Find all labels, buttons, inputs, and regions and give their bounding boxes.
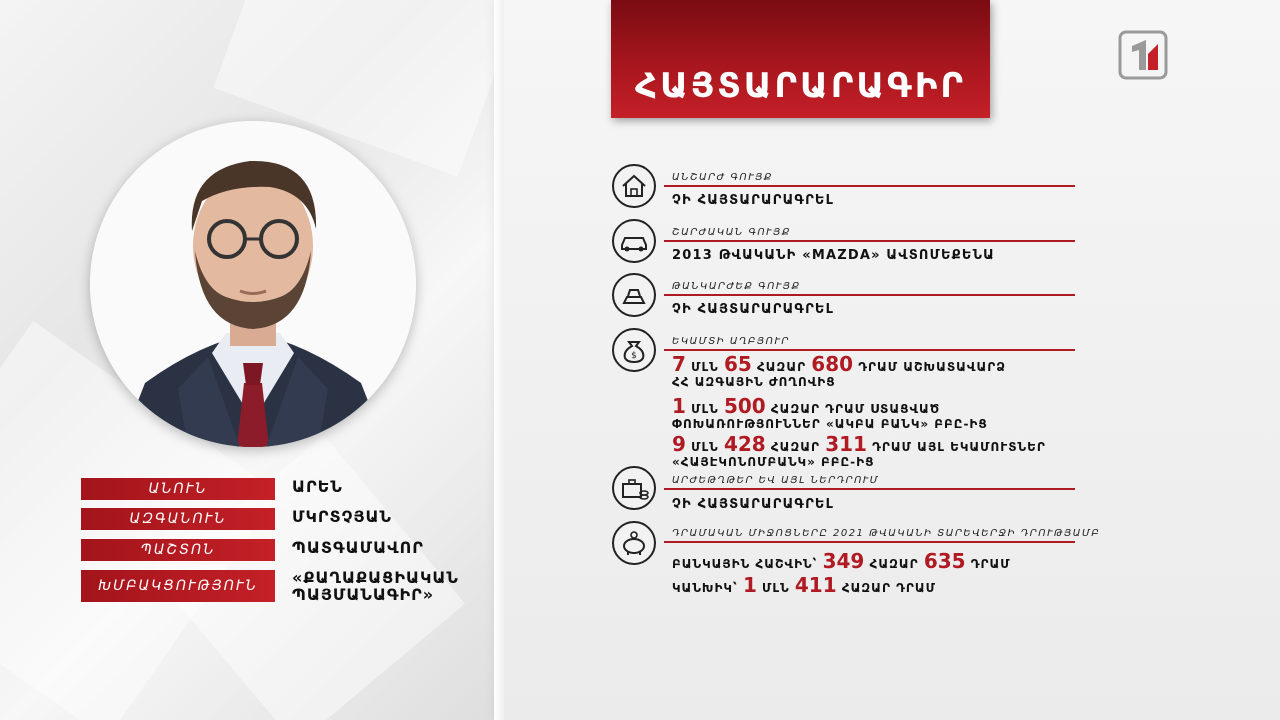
- income-line-2b: ՓՈԽԱՌՈՒԹՅՈՒՆՆԵՐ «ԱԿԲԱ ԲԱՆԿ» ԲԲԸ-ԻՑ: [672, 417, 988, 431]
- house-icon: [612, 164, 656, 208]
- last-name-value: ՄԿՐՏՉՅԱՆ: [292, 507, 392, 526]
- income-1-unit-thousand: ՀԱԶԱՐ: [756, 360, 807, 374]
- securities-title: ԱՐԺԵԹՂԹԵՐ ԵՎ ԱՅԼ ՆԵՐԴՐՈՒՄ: [672, 475, 880, 486]
- income-1-thousand: 65: [723, 352, 752, 376]
- cash-1-rest: ԴՐԱՄ: [970, 557, 1011, 571]
- securities-text: ՉԻ ՀԱՅՏԱՐԱՐԱԳՐԵԼ: [672, 497, 835, 512]
- income-3-unit-thousand: ՀԱԶԱՐ: [770, 440, 820, 454]
- valuables-divider: [664, 294, 1075, 296]
- title-banner: [611, 0, 990, 118]
- valuables-text: ՉԻ ՀԱՅՏԱՐԱՐԱԳՐԵԼ: [672, 302, 835, 317]
- briefcase-coins-icon: [612, 466, 656, 510]
- movable-title: ՇԱՐԺԱԿԱՆ ԳՈՒՅՔ: [672, 227, 791, 238]
- income-2-mln: 1: [672, 394, 686, 418]
- income-3-thousand: 428: [723, 432, 766, 456]
- portrait-illustration: [90, 121, 416, 447]
- income-line-3b: «ՀԱՅԷԿՈՆՈՄԲԱՆԿ» ԲԲԸ-ԻՑ: [672, 455, 875, 469]
- real-estate-divider: [664, 185, 1075, 187]
- income-line-1: [672, 352, 1006, 376]
- channel-one-logo: [1118, 30, 1168, 80]
- gold-bars-icon: [612, 273, 656, 317]
- income-3-rest: ԴՐԱՄ ԱՅԼ ԵԿԱՄՈՒՏՆԵՐ: [872, 440, 1046, 454]
- faction-label: ԽՄԲԱԿՑՈՒԹՅՈՒՆ: [81, 570, 275, 602]
- securities-divider: [664, 488, 1075, 490]
- income-3-dram: 311: [825, 432, 867, 456]
- svg-text:$: $: [631, 351, 637, 361]
- first-name-value: ԱՐԵՆ: [292, 477, 343, 496]
- money-bag-icon: [612, 328, 656, 372]
- income-2-unit-mln: ՄԼՆ: [691, 402, 719, 416]
- income-2-thousand: 500: [723, 394, 766, 418]
- cash-2-thousand: 411: [794, 573, 837, 597]
- cash-divider: [664, 541, 1075, 543]
- movable-text: 2013 ԹՎԱԿԱՆԻ «MAZDA» ԱՎՏՈՄԵՔԵՆԱ: [672, 248, 995, 263]
- last-name-label: ԱԶԳԱՆՈՒՆ: [81, 508, 275, 530]
- cash-line-1: [672, 549, 1011, 573]
- cash-2-lead: ԿԱՆԽԻԿ՝: [672, 581, 738, 595]
- income-line-1b: ՀՀ ԱԶԳԱՅԻՆ ԺՈՂՈՎԻՑ: [672, 375, 836, 389]
- first-name-label: ԱՆՈՒՆ: [81, 478, 275, 500]
- cash-1-thousand: 349: [822, 549, 865, 573]
- income-1-unit-mln: ՄԼՆ: [691, 360, 719, 374]
- income-line-3: [672, 432, 1046, 456]
- income-1-rest: ԴՐԱՄ ԱՇԽԱՏԱՎԱՐՁ: [858, 360, 1007, 374]
- income-1-dram: 680: [811, 352, 854, 376]
- cash-title: ԴՐԱՄԱԿԱՆ ՄԻՋՈՑՆԵՐԸ 2021 ԹՎԱԿԱՆԻ ՏԱՐԵՎԵՐՋԻ ԴՐՈՒԹՅԱՄԲ: [672, 528, 1101, 539]
- income-line-2: [672, 394, 940, 418]
- income-3-unit-mln: ՄԼՆ: [691, 440, 719, 454]
- cash-2-rest: ՀԱԶԱՐ ԴՐԱՄ: [841, 581, 936, 595]
- income-title: ԵԿԱՄՏԻ ԱՂԲՅՈՒՐ: [672, 336, 790, 347]
- income-1-mln: 7: [672, 352, 686, 376]
- cash-1-dram: 635: [923, 549, 966, 573]
- valuables-title: ԹԱՆԿԱՐԺԵՔ ԳՈՒՅՔ: [672, 281, 801, 292]
- panel-divider: [494, 0, 504, 720]
- cash-line-2: [672, 573, 936, 597]
- income-2-rest: ՀԱԶԱՐ ԴՐԱՄ ՍՏԱՑՎԱԾ: [770, 402, 941, 416]
- position-value: ՊԱՏԳԱՄԱՎՈՐ: [292, 538, 424, 557]
- cash-1-lead: ԲԱՆԿԱՅԻՆ ՀԱՇՎԻՆ՝: [672, 557, 818, 571]
- income-divider: [664, 349, 1075, 351]
- real-estate-title: ԱՆՇԱՐԺ ԳՈՒՅՔ: [672, 172, 773, 183]
- page-title: ՀԱՅՏԱՐԱՐԱԳԻՐ: [634, 66, 967, 106]
- portrait: [90, 121, 416, 447]
- piggy-bank-icon: [612, 521, 656, 565]
- car-icon: [612, 219, 656, 263]
- cash-2-mln: 1: [742, 573, 757, 597]
- position-label: ՊԱՇՏՈՆ: [81, 539, 275, 561]
- faction-value-line2: ՊԱՅՄԱՆԱԳԻՐ»: [292, 585, 435, 604]
- cash-2-unit-mln: ՄԼՆ: [762, 581, 790, 595]
- real-estate-text: ՉԻ ՀԱՅՏԱՐԱՐԱԳՐԵԼ: [672, 193, 835, 208]
- income-3-mln: 9: [672, 432, 686, 456]
- faction-value-line1: «ՔԱՂԱՔԱՑԻԱԿԱՆ: [292, 568, 459, 587]
- movable-divider: [664, 240, 1075, 242]
- cash-1-unit-thousand: ՀԱԶԱՐ: [869, 557, 919, 571]
